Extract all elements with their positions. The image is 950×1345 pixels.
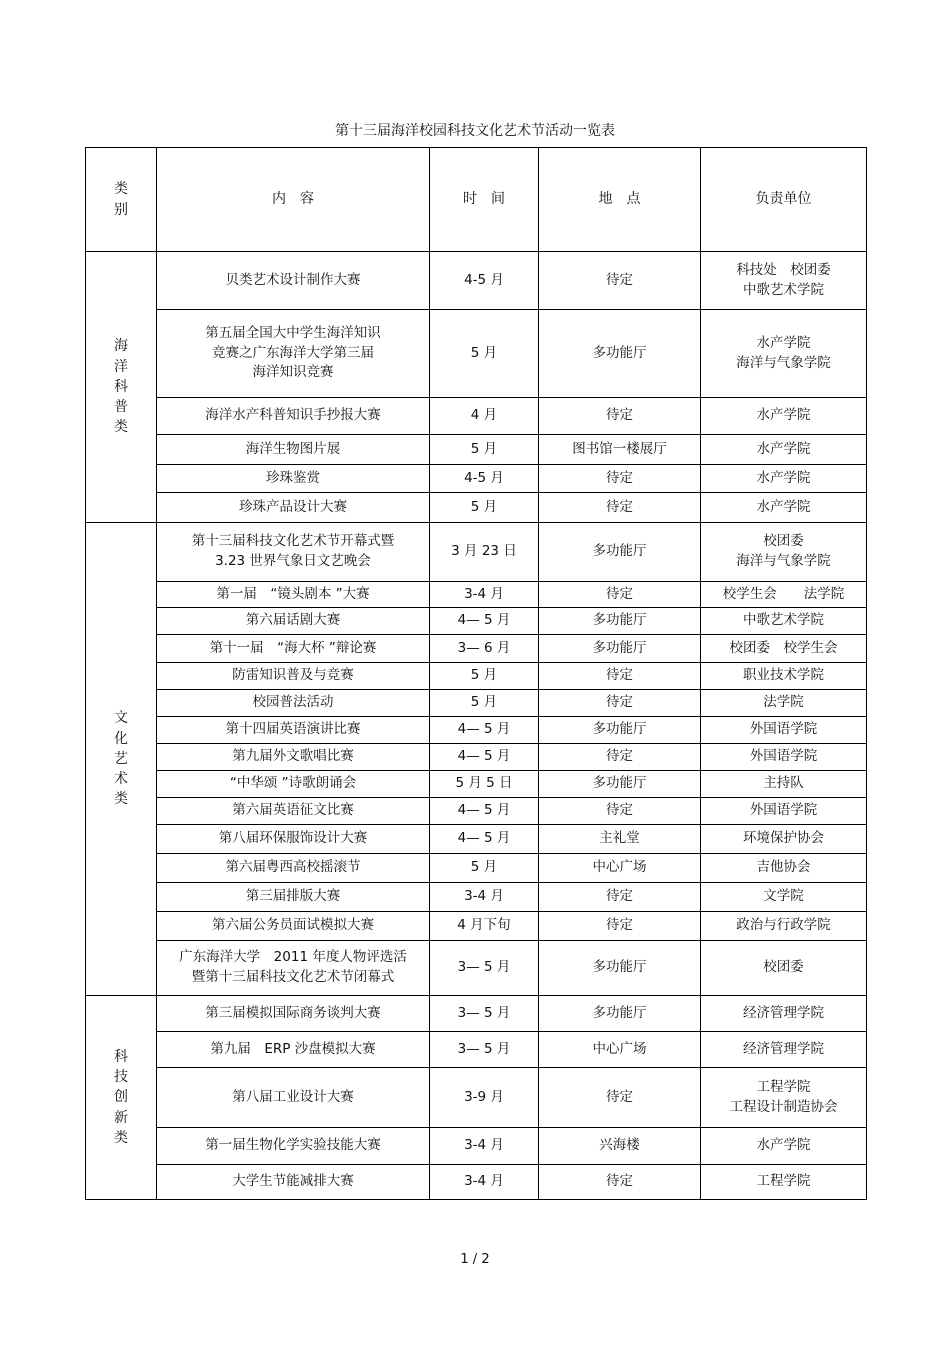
table-header-row	[86, 148, 867, 252]
unit-cell: 外国语学院	[701, 798, 867, 825]
time-cell: 4-5 月	[430, 465, 539, 493]
table-row	[86, 1128, 867, 1165]
table-row	[86, 941, 867, 996]
table-body	[86, 252, 867, 1200]
table-row	[86, 912, 867, 941]
time-cell: 4 月	[430, 398, 539, 435]
table-row	[86, 996, 867, 1032]
content-cell: 珍珠鉴赏	[157, 465, 430, 493]
table-row	[86, 310, 867, 398]
place-cell: 待定	[539, 744, 701, 771]
time-cell: 3— 5 月	[430, 1032, 539, 1068]
time-cell: 3— 5 月	[430, 941, 539, 996]
place-cell: 待定	[539, 1068, 701, 1128]
unit-cell: 经济管理学院	[701, 1032, 867, 1068]
time-cell: 3-4 月	[430, 1128, 539, 1165]
time-cell: 3-4 月	[430, 582, 539, 608]
time-cell: 4— 5 月	[430, 608, 539, 635]
unit-cell: 水产学院	[701, 493, 867, 523]
place-cell: 待定	[539, 883, 701, 912]
table-row	[86, 744, 867, 771]
table-row	[86, 883, 867, 912]
content-cell: 第九届 ERP 沙盘模拟大赛	[157, 1032, 430, 1068]
header-content: 内 容	[157, 148, 430, 252]
unit-cell: 科技处 校团委 中歌艺术学院	[701, 252, 867, 310]
table-row	[86, 1068, 867, 1128]
time-cell: 3-9 月	[430, 1068, 539, 1128]
content-cell: 第十一届 “海大杯 ”辩论赛	[157, 635, 430, 663]
table-row	[86, 635, 867, 663]
table-row	[86, 398, 867, 435]
content-cell: 校园普法活动	[157, 690, 430, 717]
time-cell: 5 月	[430, 690, 539, 717]
content-cell: 贝类艺术设计制作大赛	[157, 252, 430, 310]
unit-cell: 政治与行政学院	[701, 912, 867, 941]
unit-cell: 校团委 海洋与气象学院	[701, 523, 867, 582]
time-cell: 5 月	[430, 435, 539, 465]
header-place: 地 点	[539, 148, 701, 252]
time-cell: 5 月	[430, 493, 539, 523]
content-cell: 第十四届英语演讲比赛	[157, 717, 430, 744]
table-row	[86, 825, 867, 854]
place-cell: 待定	[539, 1165, 701, 1200]
header-time: 时 间	[430, 148, 539, 252]
unit-cell: 校团委	[701, 941, 867, 996]
time-cell: 3 月 23 日	[430, 523, 539, 582]
content-cell: “中华颂 ”诗歌朗诵会	[157, 771, 430, 798]
table-row	[86, 608, 867, 635]
table-row	[86, 798, 867, 825]
time-cell: 3— 6 月	[430, 635, 539, 663]
unit-cell: 水产学院	[701, 435, 867, 465]
place-cell: 待定	[539, 465, 701, 493]
place-cell: 待定	[539, 663, 701, 690]
time-cell: 4 月下旬	[430, 912, 539, 941]
place-cell: 兴海楼	[539, 1128, 701, 1165]
content-cell: 海洋生物图片展	[157, 435, 430, 465]
place-cell: 多功能厅	[539, 941, 701, 996]
unit-cell: 校团委 校学生会	[701, 635, 867, 663]
content-cell: 第五届全国大中学生海洋知识 竞赛之广东海洋大学第三届 海洋知识竞赛	[157, 310, 430, 398]
category-cell: 文化艺术类	[86, 523, 157, 996]
unit-cell: 吉他协会	[701, 854, 867, 883]
place-cell: 多功能厅	[539, 996, 701, 1032]
content-cell: 第一届生物化学实验技能大赛	[157, 1128, 430, 1165]
category-cell: 科技创新类	[86, 996, 157, 1200]
unit-cell: 职业技术学院	[701, 663, 867, 690]
place-cell: 多功能厅	[539, 717, 701, 744]
place-cell: 待定	[539, 798, 701, 825]
place-cell: 多功能厅	[539, 523, 701, 582]
table-row	[86, 1165, 867, 1200]
content-cell: 第六届话剧大赛	[157, 608, 430, 635]
table-row	[86, 717, 867, 744]
place-cell: 中心广场	[539, 1032, 701, 1068]
time-cell: 4— 5 月	[430, 825, 539, 854]
unit-cell: 水产学院	[701, 398, 867, 435]
header-unit: 负责单位	[701, 148, 867, 252]
place-cell: 多功能厅	[539, 310, 701, 398]
place-cell: 图书馆一楼展厅	[539, 435, 701, 465]
page-number: 1 / 2	[460, 1252, 490, 1267]
unit-cell: 中歌艺术学院	[701, 608, 867, 635]
content-cell: 大学生节能减排大赛	[157, 1165, 430, 1200]
content-cell: 珍珠产品设计大赛	[157, 493, 430, 523]
activity-table	[85, 147, 867, 1200]
content-cell: 广东海洋大学 2011 年度人物评选活 暨第十三届科技文化艺术节闭幕式	[157, 941, 430, 996]
time-cell: 5 月	[430, 854, 539, 883]
unit-cell: 校学生会 法学院	[701, 582, 867, 608]
time-cell: 3— 5 月	[430, 996, 539, 1032]
unit-cell: 外国语学院	[701, 717, 867, 744]
table-row	[86, 252, 867, 310]
time-cell: 3-4 月	[430, 883, 539, 912]
table-row	[86, 663, 867, 690]
content-cell: 第三届排版大赛	[157, 883, 430, 912]
time-cell: 3-4 月	[430, 1165, 539, 1200]
table-row	[86, 523, 867, 582]
unit-cell: 工程学院 工程设计制造协会	[701, 1068, 867, 1128]
table-row	[86, 435, 867, 465]
header-category: 类别	[86, 148, 157, 252]
unit-cell: 主持队	[701, 771, 867, 798]
time-cell: 4— 5 月	[430, 717, 539, 744]
place-cell: 待定	[539, 252, 701, 310]
place-cell: 多功能厅	[539, 771, 701, 798]
page-title: 第十三届海洋校园科技文化艺术节活动一览表	[335, 123, 615, 139]
content-cell: 第三届模拟国际商务谈判大赛	[157, 996, 430, 1032]
table-row	[86, 1032, 867, 1068]
time-cell: 4— 5 月	[430, 798, 539, 825]
content-cell: 第八届环保服饰设计大赛	[157, 825, 430, 854]
time-cell: 5 月	[430, 310, 539, 398]
content-cell: 第十三届科技文化艺术节开幕式暨 3.23 世界气象日文艺晚会	[157, 523, 430, 582]
unit-cell: 外国语学院	[701, 744, 867, 771]
unit-cell: 工程学院	[701, 1165, 867, 1200]
content-cell: 第六届粤西高校摇滚节	[157, 854, 430, 883]
time-cell: 5 月	[430, 663, 539, 690]
category-cell: 海洋科普类	[86, 252, 157, 523]
content-cell: 第九届外文歌唱比赛	[157, 744, 430, 771]
unit-cell: 经济管理学院	[701, 996, 867, 1032]
content-cell: 第六届英语征文比赛	[157, 798, 430, 825]
unit-cell: 水产学院 海洋与气象学院	[701, 310, 867, 398]
place-cell: 待定	[539, 493, 701, 523]
place-cell: 待定	[539, 912, 701, 941]
content-cell: 防雷知识普及与竞赛	[157, 663, 430, 690]
place-cell: 多功能厅	[539, 608, 701, 635]
unit-cell: 法学院	[701, 690, 867, 717]
place-cell: 待定	[539, 690, 701, 717]
content-cell: 第一届 “镜头剧本 ”大赛	[157, 582, 430, 608]
time-cell: 5 月 5 日	[430, 771, 539, 798]
time-cell: 4— 5 月	[430, 744, 539, 771]
place-cell: 中心广场	[539, 854, 701, 883]
content-cell: 海洋水产科普知识手抄报大赛	[157, 398, 430, 435]
content-cell: 第八届工业设计大赛	[157, 1068, 430, 1128]
unit-cell: 水产学院	[701, 465, 867, 493]
unit-cell: 水产学院	[701, 1128, 867, 1165]
table-row	[86, 465, 867, 493]
table-row	[86, 771, 867, 798]
place-cell: 待定	[539, 582, 701, 608]
unit-cell: 文学院	[701, 883, 867, 912]
table-row	[86, 582, 867, 608]
place-cell: 多功能厅	[539, 635, 701, 663]
content-cell: 第六届公务员面试模拟大赛	[157, 912, 430, 941]
table-row	[86, 493, 867, 523]
unit-cell: 环境保护协会	[701, 825, 867, 854]
time-cell: 4-5 月	[430, 252, 539, 310]
table-row	[86, 690, 867, 717]
place-cell: 主礼堂	[539, 825, 701, 854]
place-cell: 待定	[539, 398, 701, 435]
table-row	[86, 854, 867, 883]
